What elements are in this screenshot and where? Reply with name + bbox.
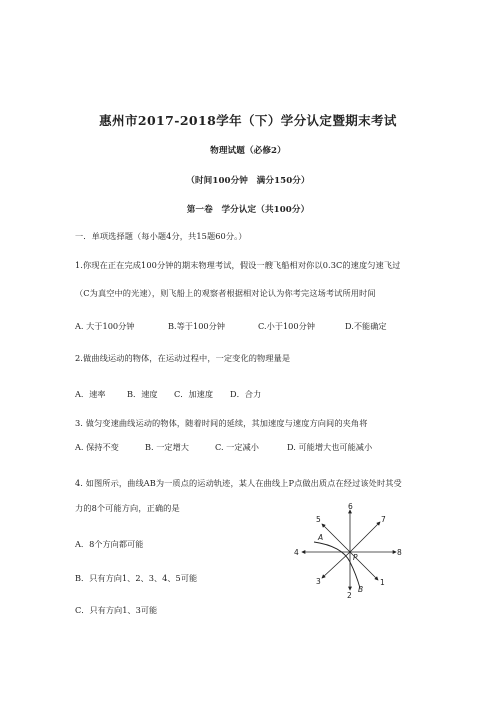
q4-option-c: C．只有方向1、3可能: [75, 605, 158, 615]
q2-option-a: A．速率: [75, 389, 106, 399]
label-6: 6: [348, 502, 353, 511]
label-2: 2: [347, 591, 352, 600]
label-3: 3: [316, 577, 321, 586]
q1-stem-line2: （C为真空中的光速），则飞船上的观察者根据相对论认为你考完这场考试所用时间: [75, 288, 376, 298]
part-title: 第一卷 学分认定（共100分）: [186, 205, 310, 215]
label-1: 1: [380, 578, 385, 587]
q3-option-b: B. 一定增大: [145, 442, 189, 452]
q1-option-c: C.小于100分钟: [258, 321, 315, 331]
q4-option-a: A．8个方向都可能: [75, 539, 144, 549]
q3-option-d: D. 可能增大也可能减小: [287, 442, 373, 452]
q1-option-b: B.等于100分钟: [168, 321, 225, 331]
arrow-7: [350, 522, 380, 552]
q2-stem: 2.做曲线运动的物体，在运动过程中，一定变化的物理量是: [75, 353, 291, 363]
label-7: 7: [381, 515, 386, 524]
q2-option-d: D．合力: [230, 389, 262, 399]
q1-option-d: D.不能确定: [345, 321, 387, 331]
q2-option-c: C．加速度: [174, 389, 214, 399]
exam-title: 惠州市2017-2018学年（下）学分认定暨期末考试: [99, 113, 397, 128]
label-p: P: [353, 553, 358, 562]
q4-stem-line1: 4. 如图所示，曲线AB为一质点的运动轨迹，某人在曲线上P点做出质点在经过该处时其受: [75, 478, 402, 488]
arrow-5: [322, 524, 350, 552]
q4-stem-line2: 力的8个可能方向，正确的是: [75, 503, 180, 513]
force-direction-diagram: [284, 502, 408, 600]
section-heading: 一．单项选择题（每小题4分，共15题60分。）: [75, 231, 247, 241]
label-b: B: [358, 585, 364, 594]
label-a: A: [318, 533, 324, 542]
arrow-3: [322, 552, 350, 578]
time-info: （时间100分钟 满分150分）: [186, 176, 310, 186]
q4-option-b: B．只有方向1、2、3、4、5可能: [75, 573, 198, 583]
q1-stem-line1: 1.你现在正在完成100分钟的期末物理考试，假设一艘飞船相对你以0.3C的速度匀速飞过: [75, 260, 401, 270]
q2-option-b: B．速度: [127, 389, 158, 399]
label-8: 8: [397, 548, 402, 557]
q3-option-c: C. 一定减小: [215, 442, 259, 452]
label-4: 4: [294, 548, 299, 557]
q1-option-a: A. 大于100分钟: [75, 321, 135, 331]
q3-stem: 3. 做匀变速曲线运动的物体，随着时间的延续，其加速度与速度方向间的夹角将: [75, 418, 368, 428]
q3-option-a: A. 保持不变: [75, 442, 119, 452]
label-5: 5: [316, 515, 321, 524]
subject-title: 物理试题（必修2）: [210, 146, 286, 156]
